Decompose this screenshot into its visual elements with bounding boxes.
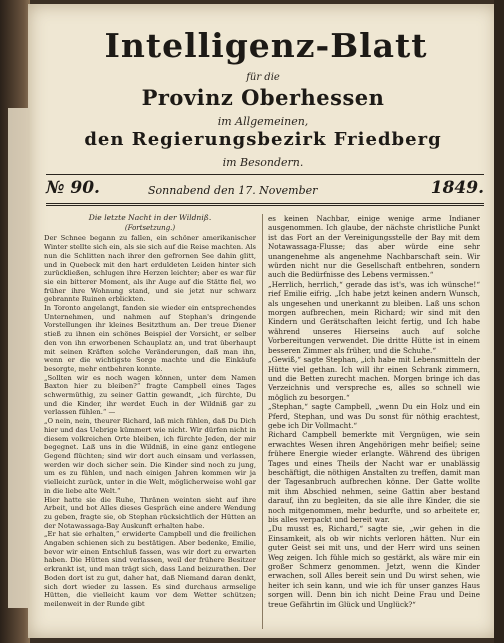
- column-divider: [262, 214, 263, 629]
- issue-line: [46, 178, 484, 202]
- paragraph: Hier hatte sie die Ruhe, Thränen weinten sieht auf ihre Arbeit, und bot Alles dieses Gespräch eine andere Wendung zu geben, fragte sie, ob Stephan rücksichtlich der Hütten an der Notawassaga-Bay Auskunft erhalten habe.: [44, 495, 256, 530]
- masthead-provinz: Provinz Oberhessen: [141, 85, 385, 110]
- newspaper-page: [28, 4, 498, 638]
- column-right: [268, 214, 480, 609]
- issue-number: № 90.: [46, 178, 100, 198]
- masthead-allgemein: im Allgemeinen,: [217, 115, 309, 128]
- rule-top: [46, 174, 484, 175]
- paragraph: „Stephan,“ sagte Campbell, „wenn Du ein Holz und ein Pferd, Stephan, und was Du sonst für nöthig erachtest, gebe ich Dir Vollmacht.“: [268, 402, 480, 430]
- article-continuation: (Fortsetzung.): [124, 223, 176, 232]
- rule-bottom-2: [46, 205, 484, 206]
- masthead-fur: für die: [246, 72, 280, 83]
- paragraph: „O nein, nein, theurer Richard, laß mich fühlen, daß Du Dich hier und das Uebrige kümmert wie nicht. Wir dürfen nicht in diesem volkreichen Orte bleiben, ich fürchte Jeden, der mir begegnet. Laß uns in die Wildniß, in eine ganz entlegene Gegend flüchten; sind wir dort auch einsam und verlassen, werden wir doch sicher sein. Die Kinder sind noch zu jung, um es zu fühlen, und nach einigen Jahren kommen wir ja vielleicht zurück, unter in die Welt, möglicherweise wohl gar in die liebe alte Welt.“: [44, 417, 256, 495]
- adjacent-page-strip: [8, 108, 30, 608]
- page-edge: [494, 0, 504, 643]
- paragraph: In Toronto angelangt, fanden sie wieder ein entsprechendes Unternehmen, und nahmen auf Stephan's dringende Vorstellungen ihr kleines Besitzthum an. Der treue Diener stieß zu ihnen ein schönes Beispiel der Vorsicht, er selber den von ihn erworbenen Schauplatz an, und trat überhaupt mit seinen Kräften solche Veränderungen, daß man ihn, wenn er die wichtigste Sorge machte und die Einkäufe besorgte, mehr entbehren konnte.: [44, 304, 256, 373]
- masthead-title: Intelligenz-Blatt: [104, 26, 428, 65]
- paragraph: Der Schnee begann zu fallen, ein schöner amerikanischer Winter stellte sich ein, als sie sich auf die Reise machten. Als nun die Schlitten nach ihrer den gefrornen See dahin glitt, und in Quebeck mit den hart erduldeten Leiden hinter sich zurückließen, schlugen ihre Herzen leichter; aber es war für sie ein bitterer Moment, als ihr Auge auf die Stätte fiel, wo früher ihre Wohnung stand, und sie jetzt nur schwarz gebrannte Ruinen erblickten.: [44, 234, 256, 304]
- masthead-besondern: im Besondern.: [222, 156, 304, 169]
- column-left: [44, 214, 256, 609]
- issue-year: 1849.: [430, 178, 484, 198]
- rule-bottom: [46, 203, 484, 204]
- paragraph: Richard Campbell bemerkte mit Vergnügen, wie sein erwachtes Wesen ihren Angehörigen mehr beifiel; seine frühere Energie wieder erlangte. Während des übrigen Tages und eines Theils der Nacht war er unablässig beschäftigt, die nöthigen Anstalten zu treffen, damit man der Tagesanbruch aufbrechen könne. Der Gatte wollte mit ihm Abschied nehmen, seine Gattin aber bestand darauf, ihn zu begleiten, da sie alle ihre Kinder, die sie noch mitgenommen, mehr bedurfte, und so arbeitete er, bis alles verpackt und bereit war.: [268, 430, 480, 524]
- issue-date: Sonnabend den 17. November: [148, 184, 318, 197]
- paragraph: „Er hat sie erhalten,“ erwiderte Campbell und die freilichen Angaben schienen sich zu bestätigen. Aber bedenke, Emilie, bevor wir einen Entschluß fassen, was wir dort zu erwarten haben. Die Hütten sind verlassen, weil der frühere Besitzer erkrankt ist, und man trägt sich, dass Land beizurathen. Der Boden dort ist zu gut, daher hat, daß Niemand daran denkt, sich dort wieder zu lassen. Es sind durchaus armselige Hütten, die vielleicht kaum vor dem Wetter schützen; meilenweit in der Runde gibt: [44, 530, 256, 608]
- paragraph: „Herrlich, herrlich,“ gerade das ist's, was ich wünsche!“ rief Emilie eifrig. „Ich habe jetzt keinen andern Wunsch, als ungesehen und unerkannt zu bleiben. Laß uns schon morgen aufbrechen, mein Richard; wir sind mit den Kindern und Gerätschaften leicht fertig, und Ich habe während unseres Hierseins auch auf solche Vorbereitungen verwendet. Die dritte Hütte ist in einem besseren Zimmer als früher, und die Schuhe.“: [268, 279, 480, 355]
- paragraph: „Du musst es, Richard,“ sagte sie, „wir gehen in die Einsamkeit, als ob wir nichts verloren hätten. Nur ein guter Geist sei mit uns, und der Herr wird uns seinen Weg zeigen. Ich fühle mich so gestärkt, als wäre mir ein großer Schmerz genommen. Jetzt, wenn die Kinder erwachen, soll Alles bereit sein und Du wirst sehen, wie heiter ich sein kann, und wie ich für unser ganzes Haus sorgen will. Denn bin ich nicht Deine Frau und Deine treue Gefährtin im Glück und Unglück?“: [268, 524, 480, 609]
- paragraph: es keinen Nachbar, einige wenige arme Indianer ausgenommen. Ich glaube, der nächste christliche Punkt ist das Fort an der Vereinigungsstelle der Bay mit dem Notawassaga-Flusse; das aber würde eine sehr unangenehme als angenehme Nachbarschaft sein. Wir würden nicht nur die Gesellschaft entbehren, sondern auch die Bedürfnisse des Lebens vermissen.“: [268, 214, 480, 280]
- paragraph: „Gewiß,“ sagte Stephan, „ich habe mit Lebensmitteln der Hütte viel gethan. Ich will ihr einen Schrank zimmern, und die Betten zurecht machen. Morgen bringe ich das Verzeichnis und verspreche es, alles so schnell wie möglich zu besorgen.“: [268, 355, 480, 402]
- article-heading: Die letzte Nacht in der Wildniß.: [88, 213, 212, 222]
- masthead-regierung: den Regierungsbezirk Friedberg: [84, 129, 442, 150]
- paragraph: „Sollten wir es noch wagen können, unter dem Namen Baxton hier zu bleiben?“ fragte Campbell eines Tages schwermüthig, zu seiner Gattin gewandt, „ich fürchte, Du und die Kinder, ihr werdet Euch in der Wildniß gar zu verlassen fühlen.“ —: [44, 373, 256, 417]
